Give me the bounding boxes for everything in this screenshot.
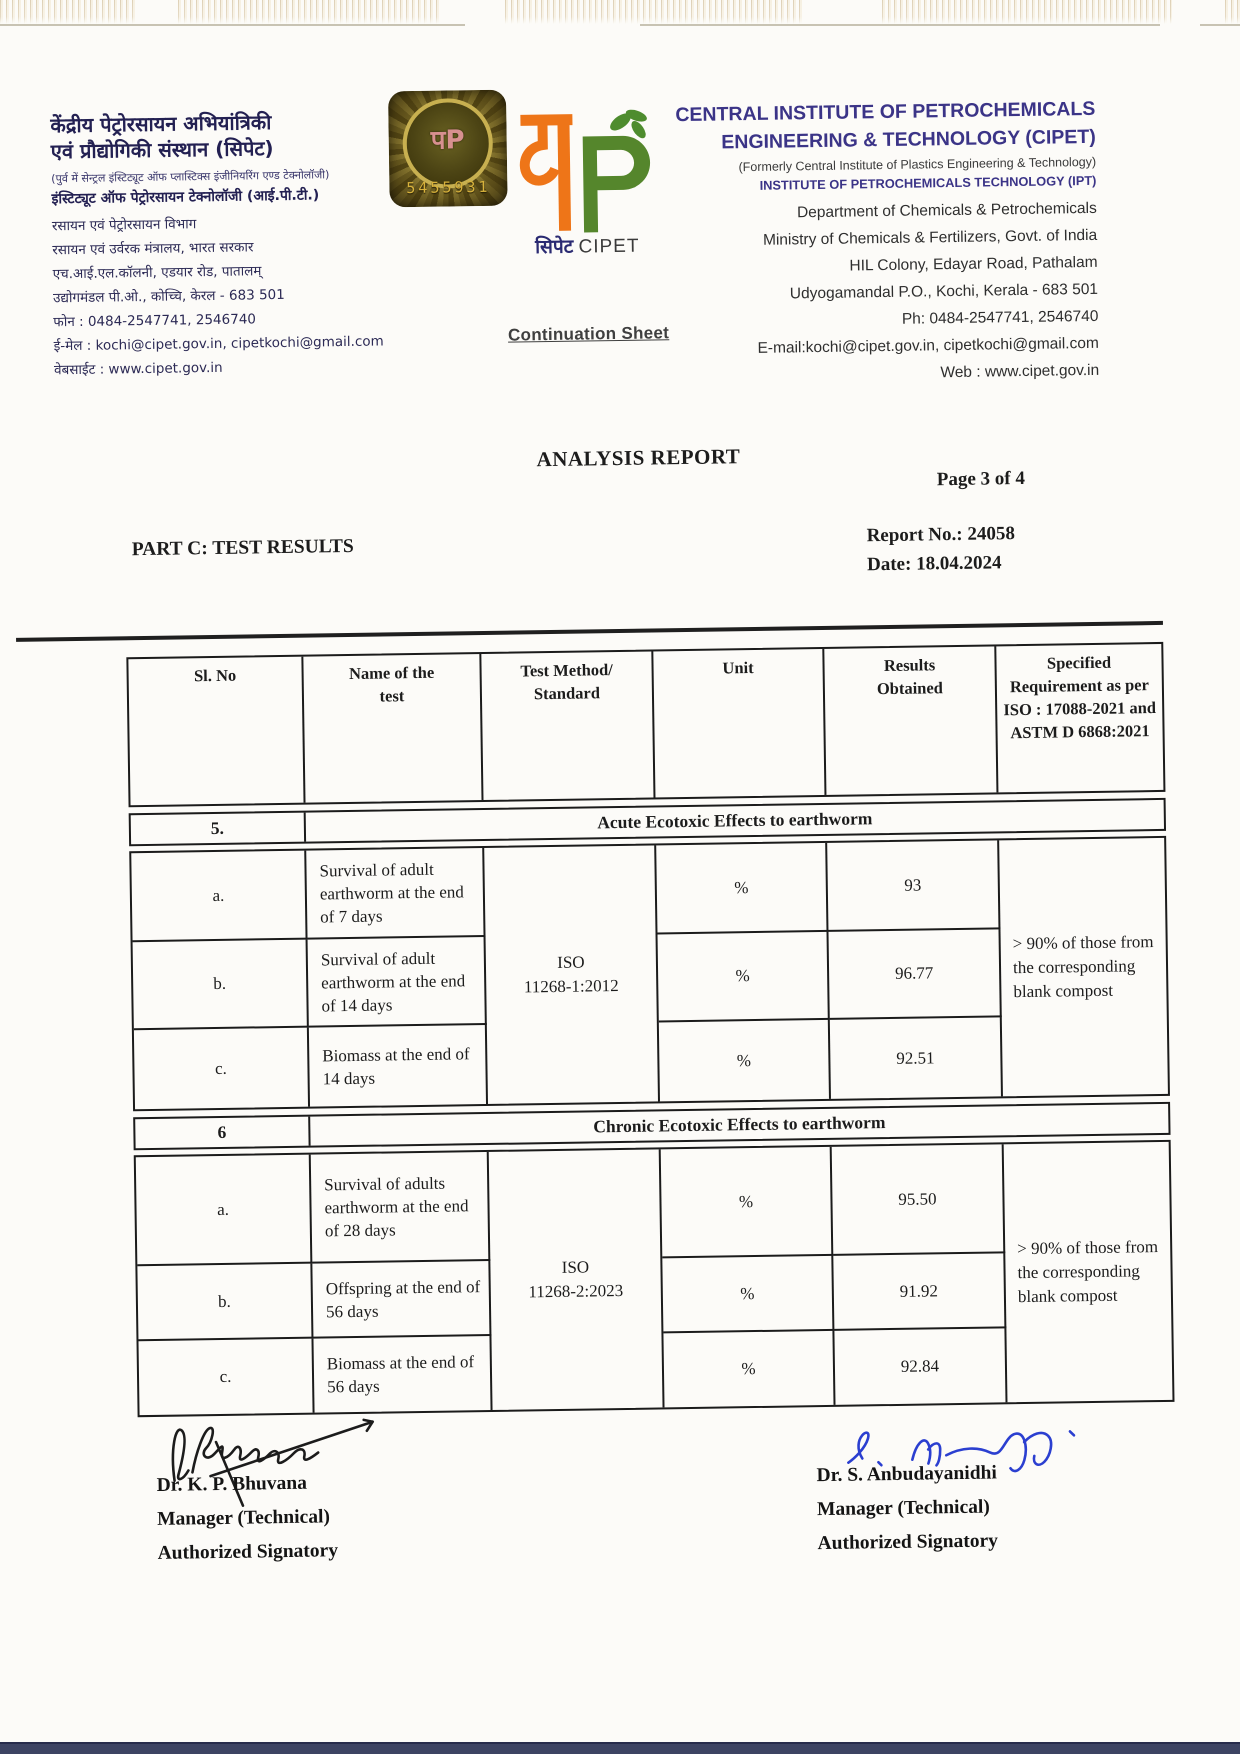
address-line2: Udyogamandal P.O., Kochi, Kerala - 683 501: [789, 280, 1099, 303]
signatory-right-title: Manager (Technical): [816, 1496, 990, 1521]
letterhead-hindi-block: [50, 107, 404, 382]
logo-latin-name: CIPET: [578, 235, 640, 258]
header-name-of-test: Name of the test: [303, 654, 483, 803]
cell-5b-sl: b.: [133, 940, 309, 1031]
ministry-line: Ministry of Chemicals & Fertilizers, Govt. of India: [762, 226, 1098, 249]
cell-6c-result: 92.84: [834, 1328, 1007, 1405]
header-unit: Unit: [653, 649, 826, 798]
website-line: Web : www.cipet.gov.in: [940, 361, 1100, 382]
signature-left-block: [156, 1466, 338, 1571]
dept-line: Department of Chemicals & Petrochemicals: [796, 199, 1097, 222]
cell-6c-sl: c.: [138, 1339, 314, 1416]
cell-5c-name: Biomass at the end of 14 days: [309, 1025, 488, 1107]
hindi-email-line: ई-मेल : kochi@cipet.gov.in, cipetkochi@gmail.com: [53, 333, 384, 355]
address-line1: HIL Colony, Edayar Road, Pathalam: [849, 253, 1098, 275]
cell-6a-sl: a.: [136, 1155, 313, 1267]
signatory-left-name: Dr. K. P. Bhuvana: [156, 1472, 308, 1496]
hindi-website-line: वेबसाईट : www.cipet.gov.in: [53, 359, 223, 379]
hologram-number: 5455931: [406, 177, 491, 198]
cell-5a-result: 93: [827, 840, 1000, 932]
hindi-ministry-line: रसायन एवं उर्वरक मंत्रालय, भारत सरकार: [52, 239, 254, 259]
scan-edge-bottom: [0, 1742, 1240, 1754]
cell-5b-result: 96.77: [828, 929, 1001, 1020]
section-6-rows: [134, 1140, 1175, 1417]
cell-6c-name: Biomass at the end of 56 days: [313, 1336, 492, 1413]
email-line: E-mail:kochi@cipet.gov.in, cipetkochi@gmail.com: [757, 334, 1099, 357]
horizontal-rule: [16, 621, 1163, 642]
hindi-phone-line: फोन : 0484-2547741, 2546740: [53, 311, 257, 331]
cell-5a-name: Survival of adult earthworm at the end of 7 days: [306, 848, 485, 940]
section-5-number: 5.: [131, 813, 306, 845]
part-c-heading: PART C: TEST RESULTS: [131, 535, 354, 561]
header-test-method: Test Method/ Standard: [481, 651, 655, 800]
hindi-address-line2: उद्योगमंडल पी.ओ., कोच्चि, केरल - 683 501: [52, 286, 285, 307]
hindi-institute-name-line1: केंद्रीय पेट्रोरसायन अभियांत्रिकी: [50, 110, 272, 138]
section-6-number: 6: [135, 1117, 310, 1149]
hologram-monogram: पP: [430, 125, 465, 156]
section-5-rows: [129, 836, 1170, 1111]
cell-5b-name: Survival of adult earthworm at the end of 14 days: [308, 937, 487, 1028]
hindi-dept-line: रसायन एवं पेट्रोरसायन विभाग: [51, 216, 197, 235]
hologram-sticker-icon: [388, 90, 508, 208]
hindi-ipt-line: इंस्टिट्यूट ऑफ पेट्रोरसायन टेक्नोलॉजी (आई.पी.टी.): [51, 187, 320, 208]
section-5-title: Acute Ecotoxic Effects to earthworm: [597, 808, 873, 833]
header-specified-requirement: Specified Requirement as per ISO : 17088-2021 and ASTM D 6868:2021: [1003, 652, 1157, 743]
cell-6-requirement: > 90% of those from the corresponding blank compost: [1017, 1237, 1159, 1307]
cell-6b-unit: %: [662, 1256, 834, 1334]
cell-5-method: ISO 11268-1:2012: [484, 845, 660, 1104]
signatory-left-title: Manager (Technical): [156, 1506, 331, 1530]
logo-hindi-name: सिपेट: [534, 235, 574, 259]
report-date: Date: 18.04.2024: [866, 552, 1002, 576]
signatory-left-role: Authorized Signatory: [157, 1540, 339, 1564]
report-title: ANALYSIS REPORT: [536, 444, 741, 472]
hindi-institute-name-line2: एवं प्रौद्योगिकी संस्थान (सिपेट): [50, 136, 274, 164]
hindi-formerly-line: (पुर्व में सेन्ट्रल इंस्टिट्यूट ऑफ प्लास्टिक्स इंजीनियरिंग एण्ड टेक्नोलॉजी): [51, 168, 330, 186]
cell-6c-unit: %: [663, 1331, 835, 1408]
institute-name-line1: CENTRAL INSTITUTE OF PETROCHEMICALS: [675, 97, 1096, 127]
cell-6b-name: Offspring at the end of 56 days: [312, 1261, 491, 1339]
cell-6b-sl: b.: [137, 1264, 313, 1342]
report-number: Report No.: 24058: [866, 523, 1016, 547]
institute-name-line2: ENGINEERING & TECHNOLOGY (CIPET): [721, 125, 1096, 154]
cell-6a-unit: %: [661, 1147, 834, 1259]
cell-5b-unit: %: [658, 932, 830, 1023]
signatory-right-name: Dr. S. Anbudayanidhi: [816, 1462, 998, 1487]
cell-5c-sl: c.: [134, 1028, 310, 1110]
ipt-line: INSTITUTE OF PETROCHEMICALS TECHNOLOGY (IPT): [759, 172, 1097, 193]
results-table-header: [126, 642, 1165, 807]
header-results-obtained: Results Obtained: [824, 646, 998, 795]
header-sl-no: Sl. No: [128, 657, 305, 806]
cell-5a-unit: %: [656, 843, 828, 935]
phone-line: Ph: 0484-2547741, 2546740: [901, 307, 1099, 328]
cell-6b-result: 91.92: [833, 1253, 1006, 1331]
page-number: Page 3 of 4: [936, 467, 1026, 491]
cell-6a-result: 95.50: [832, 1144, 1006, 1256]
cell-5c-result: 92.51: [830, 1017, 1003, 1099]
letterhead-english-block: [515, 95, 1099, 393]
formerly-line: (Formerly Central Institute of Plastics Engineering & Technology): [738, 154, 1097, 175]
signatory-right-role: Authorized Signatory: [817, 1530, 999, 1555]
cell-6a-name: Survival of adults earthworm at the end of 28 days: [311, 1152, 491, 1264]
signature-right-block: [816, 1456, 998, 1561]
section-6-title: Chronic Ecotoxic Effects to earthworm: [593, 1112, 886, 1137]
hindi-address-line1: एच.आई.एल.कॉलनी, एडयार रोड, पातालम्: [52, 263, 262, 283]
continuation-sheet-label: Continuation Sheet: [507, 323, 670, 345]
cell-5c-unit: %: [659, 1020, 831, 1102]
cell-5-requirement: > 90% of those from the corresponding blank compost: [1012, 932, 1154, 1002]
cell-6-method: ISO 11268-2:2023: [489, 1149, 665, 1410]
cell-5a-sl: a.: [131, 851, 307, 943]
